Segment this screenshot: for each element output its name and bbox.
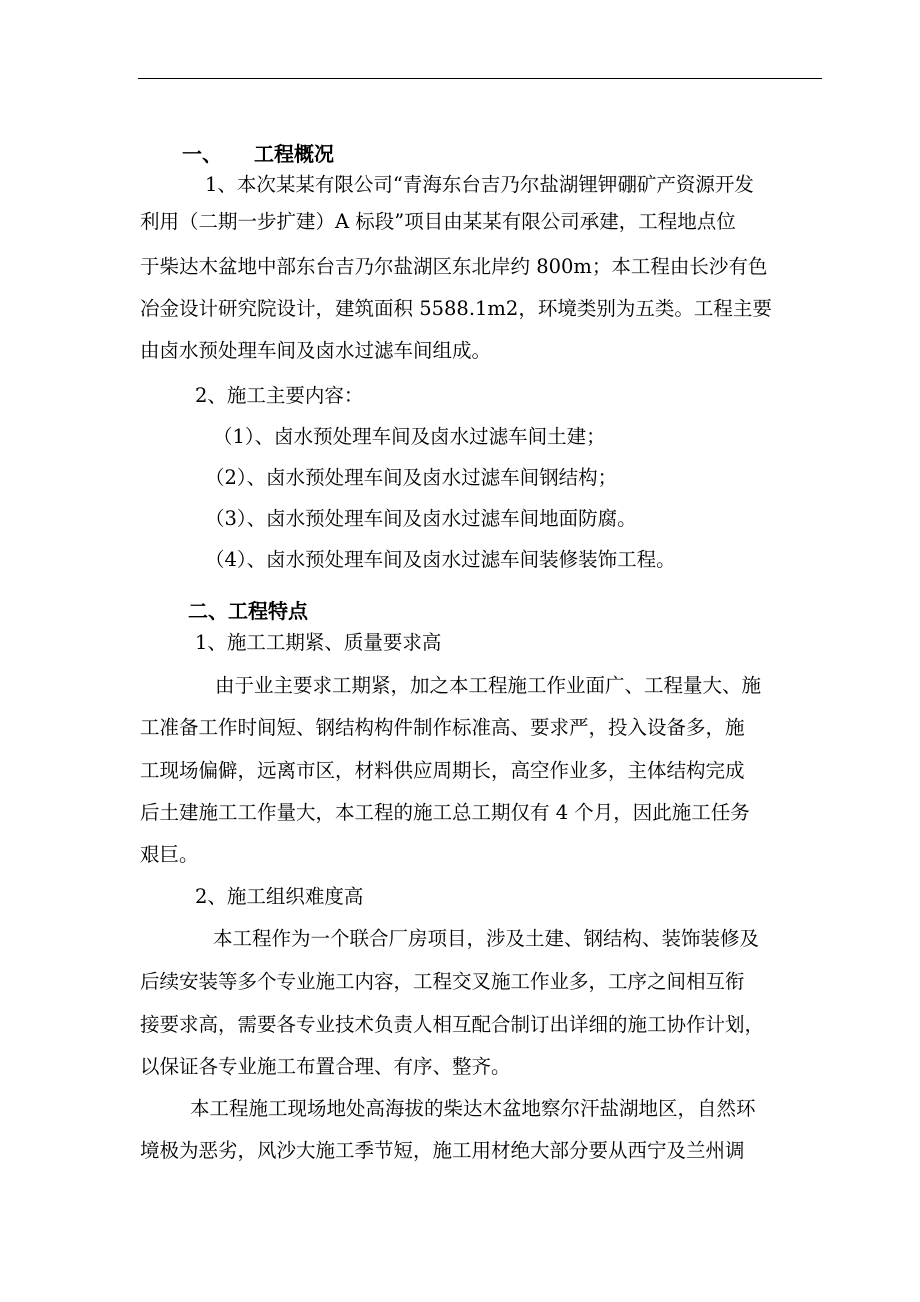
section2-title: 二、工程特点 (188, 599, 308, 623)
s2-sub2-line1: 本工程作为一个联合厂房项目，涉及土建、钢结构、装饰装修及 (213, 927, 760, 950)
s1-p2-title: 2、施工主要内容： (195, 384, 364, 407)
s1-p1-line2: 利用（二期一步扩建）A 标段”项目由某某有限公司承建，工程地点位 (140, 210, 736, 233)
s1-item-3: （3）、卤水预处理车间及卤水过滤车间地面防腐。 (205, 507, 637, 530)
s2-sub3-line1: 本工程施工现场地处高海拔的柴达木盆地察尔汗盐湖地区，自然环 (190, 1097, 756, 1120)
s1-p1-line3: 于柴达木盆地中部东台吉乃尔盐湖区东北岸约 800m；本工程由长沙有色 (140, 255, 768, 278)
s2-sub1-line4: 后土建施工工作量大，本工程的施工总工期仅有 4 个月，因此施工任务 (140, 801, 750, 824)
s2-sub1-title: 1、施工工期紧、质量要求高 (195, 631, 442, 654)
s1-item-2: （2）、卤水预处理车间及卤水过滤车间钢结构； (205, 466, 618, 489)
s2-sub2-title: 2、施工组织难度高 (195, 885, 364, 908)
s1-p1-line4: 冶金设计研究院设计，建筑面积 5588.1m2，环境类别为五类。工程主要 (140, 297, 772, 320)
header-rule (138, 78, 822, 79)
s2-sub1-line3: 工现场偏僻，远离市区，材料供应周期长，高空作业多，主体结构完成 (140, 759, 745, 782)
s2-sub2-line2: 后续安装等多个专业施工内容，工程交叉施工作业多，工序之间相互衔 (140, 970, 745, 993)
s2-sub2-line4: 以保证各专业施工布置合理、有序、整齐。 (140, 1055, 511, 1078)
s2-sub1-line5: 艰巨。 (140, 843, 199, 866)
s1-p1-line1: 1、本次某某有限公司“青海东台吉乃尔盐湖锂钾硼矿产资源开发 (205, 173, 754, 196)
section1-title: 工程概况 (254, 142, 334, 166)
s1-item-4: （4）、卤水预处理车间及卤水过滤车间装修装饰工程。 (205, 548, 676, 571)
s2-sub1-line1: 由于业主要求工期紧，加之本工程施工作业面广、工程量大、施 (215, 674, 762, 697)
s1-p1-line5: 由卤水预处理车间及卤水过滤车间组成。 (140, 339, 492, 362)
s2-sub2-line3: 接要求高，需要各专业技术负责人相互配合制订出详细的施工协作计划， (140, 1013, 765, 1036)
s1-item-1: （1）、卤水预处理车间及卤水过滤车间土建； (213, 425, 606, 448)
s2-sub3-line2: 境极为恶劣，风沙大施工季节短，施工用材绝大部分要从西宁及兰州调 (140, 1139, 745, 1162)
section1-number: 一、 (182, 142, 222, 166)
s2-sub1-line2: 工准备工作时间短、钢结构构件制作标准高、要求严，投入设备多，施 (140, 716, 745, 739)
